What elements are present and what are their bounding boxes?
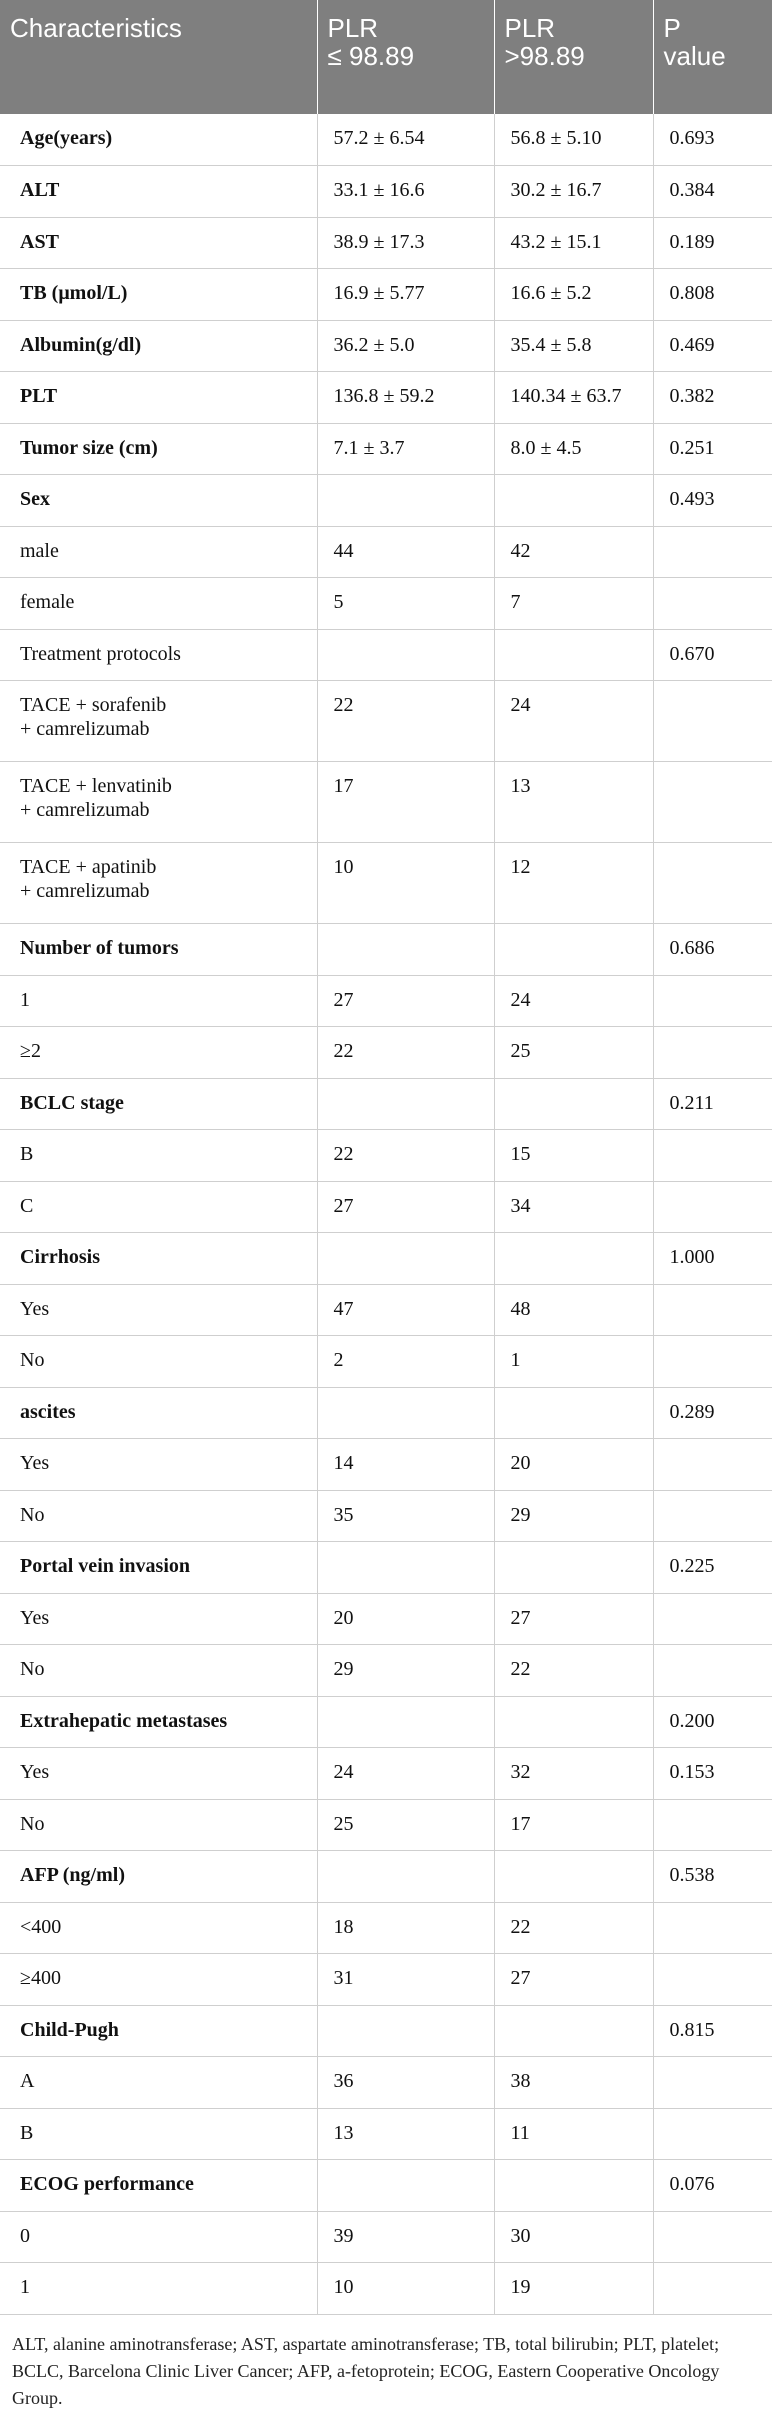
table-row: [0, 1490, 772, 1542]
p-value-cell: 0.382: [653, 372, 772, 424]
characteristic-cell: No: [0, 1336, 317, 1388]
plr-high-cell: 43.2 ± 15.1: [494, 217, 653, 269]
p-value-cell: [653, 1593, 772, 1645]
characteristic-cell: BCLC stage: [0, 1078, 317, 1130]
p-value-cell: 0.211: [653, 1078, 772, 1130]
p-value-cell: [653, 1799, 772, 1851]
characteristic-cell: C: [0, 1181, 317, 1233]
characteristic-cell: female: [0, 578, 317, 630]
characteristic-cell: TACE + apatinib + camrelizumab: [0, 843, 317, 924]
plr-low-cell: 7.1 ± 3.7: [317, 423, 494, 475]
plr-low-cell: 47: [317, 1284, 494, 1336]
characteristic-cell: <400: [0, 1902, 317, 1954]
p-value-cell: [653, 1645, 772, 1697]
characteristic-cell: No: [0, 1799, 317, 1851]
characteristic-cell: TACE + sorafenib + camrelizumab: [0, 681, 317, 762]
p-value-cell: [653, 526, 772, 578]
table-row: [0, 1696, 772, 1748]
characteristic-cell: ascites: [0, 1387, 317, 1439]
plr-low-cell: 14: [317, 1439, 494, 1491]
table-row: [0, 1387, 772, 1439]
table-row: [0, 320, 772, 372]
p-value-cell: 1.000: [653, 1233, 772, 1285]
plr-low-cell: 136.8 ± 59.2: [317, 372, 494, 424]
plr-low-cell: 36: [317, 2057, 494, 2109]
plr-high-cell: 15: [494, 1130, 653, 1182]
table-row: [0, 114, 772, 166]
plr-high-cell: 25: [494, 1027, 653, 1079]
table-row: [0, 1233, 772, 1285]
plr-low-cell: 10: [317, 843, 494, 924]
plr-high-cell: 32: [494, 1748, 653, 1800]
p-value-cell: [653, 1181, 772, 1233]
plr-low-cell: 39: [317, 2211, 494, 2263]
plr-high-cell: [494, 1696, 653, 1748]
p-value-cell: [653, 1490, 772, 1542]
characteristic-cell: Yes: [0, 1593, 317, 1645]
p-value-cell: 0.289: [653, 1387, 772, 1439]
table-row: [0, 1181, 772, 1233]
table-row: [0, 762, 772, 843]
characteristic-cell: 0: [0, 2211, 317, 2263]
p-value-cell: [653, 2211, 772, 2263]
plr-high-cell: 22: [494, 1645, 653, 1697]
p-value-cell: [653, 1336, 772, 1388]
plr-high-cell: 8.0 ± 4.5: [494, 423, 653, 475]
characteristic-cell: Albumin(g/dl): [0, 320, 317, 372]
table-row: [0, 1748, 772, 1800]
plr-high-cell: 42: [494, 526, 653, 578]
table-row: [0, 1593, 772, 1645]
characteristic-cell: No: [0, 1490, 317, 1542]
plr-low-cell: 16.9 ± 5.77: [317, 269, 494, 321]
p-value-cell: 0.153: [653, 1748, 772, 1800]
plr-high-cell: 56.8 ± 5.10: [494, 114, 653, 166]
table-row: [0, 1439, 772, 1491]
plr-low-cell: [317, 924, 494, 976]
plr-high-cell: [494, 1078, 653, 1130]
characteristic-cell: Tumor size (cm): [0, 423, 317, 475]
characteristic-cell: ≥2: [0, 1027, 317, 1079]
characteristic-cell: Portal vein invasion: [0, 1542, 317, 1594]
table-row: [0, 1851, 772, 1903]
plr-high-cell: 27: [494, 1593, 653, 1645]
characteristic-cell: Age(years): [0, 114, 317, 166]
plr-low-cell: [317, 475, 494, 527]
plr-high-cell: 140.34 ± 63.7: [494, 372, 653, 424]
table-row: [0, 681, 772, 762]
table-row: [0, 578, 772, 630]
plr-high-cell: [494, 1851, 653, 1903]
p-value-cell: [653, 681, 772, 762]
plr-low-cell: 27: [317, 975, 494, 1027]
p-value-cell: [653, 1902, 772, 1954]
table-row: [0, 2005, 772, 2057]
plr-low-cell: [317, 1542, 494, 1594]
p-value-cell: 0.469: [653, 320, 772, 372]
table-row: [0, 2160, 772, 2212]
plr-high-cell: 48: [494, 1284, 653, 1336]
plr-low-cell: 31: [317, 1954, 494, 2006]
characteristic-cell: Number of tumors: [0, 924, 317, 976]
plr-low-cell: 5: [317, 578, 494, 630]
table-row: [0, 372, 772, 424]
characteristic-cell: Treatment protocols: [0, 629, 317, 681]
plr-low-cell: [317, 2160, 494, 2212]
characteristic-cell: TB (μmol/L): [0, 269, 317, 321]
table-row: [0, 2108, 772, 2160]
characteristic-cell: ALT: [0, 166, 317, 218]
plr-low-cell: 29: [317, 1645, 494, 1697]
plr-low-cell: [317, 1387, 494, 1439]
table-footnote: ALT, alanine aminotransferase; AST, aspartate aminotransferase; TB, total bilirubin; PLT, platelet; BCLC, Barcelona Clinic Liver Cancer; AFP, a-fetoprotein; ECOG, Eastern Cooperative Oncology Group.: [12, 2333, 720, 2408]
characteristic-cell: Child-Pugh: [0, 2005, 317, 2057]
characteristic-cell: Extrahepatic metastases: [0, 1696, 317, 1748]
characteristic-cell: Yes: [0, 1439, 317, 1491]
plr-low-cell: 18: [317, 1902, 494, 1954]
plr-high-cell: [494, 1387, 653, 1439]
plr-high-cell: 12: [494, 843, 653, 924]
plr-high-cell: [494, 1542, 653, 1594]
plr-low-cell: 10: [317, 2263, 494, 2315]
characteristic-cell: 1: [0, 975, 317, 1027]
characteristic-cell: Yes: [0, 1748, 317, 1800]
plr-high-cell: 38: [494, 2057, 653, 2109]
p-value-cell: [653, 2263, 772, 2315]
characteristic-cell: 1: [0, 2263, 317, 2315]
plr-high-cell: [494, 2005, 653, 2057]
characteristic-cell: B: [0, 1130, 317, 1182]
p-value-cell: [653, 2108, 772, 2160]
p-value-cell: [653, 578, 772, 630]
table-row: [0, 1645, 772, 1697]
table-row: [0, 1130, 772, 1182]
table-header: [0, 0, 772, 114]
table-row: [0, 843, 772, 924]
characteristic-cell: B: [0, 2108, 317, 2160]
p-value-cell: 0.225: [653, 1542, 772, 1594]
p-value-cell: [653, 1130, 772, 1182]
p-value-cell: 0.815: [653, 2005, 772, 2057]
table-row: [0, 1954, 772, 2006]
plr-high-cell: 20: [494, 1439, 653, 1491]
table-row: [0, 1902, 772, 1954]
p-value-cell: [653, 1027, 772, 1079]
table-row: [0, 269, 772, 321]
plr-low-cell: 2: [317, 1336, 494, 1388]
characteristic-cell: AFP (ng/ml): [0, 1851, 317, 1903]
plr-high-cell: 24: [494, 681, 653, 762]
plr-high-cell: [494, 1233, 653, 1285]
plr-low-cell: [317, 1696, 494, 1748]
plr-low-cell: 24: [317, 1748, 494, 1800]
p-value-cell: 0.670: [653, 629, 772, 681]
table-row: [0, 1336, 772, 1388]
plr-low-cell: [317, 2005, 494, 2057]
plr-high-cell: 30.2 ± 16.7: [494, 166, 653, 218]
plr-high-cell: [494, 2160, 653, 2212]
plr-low-cell: [317, 1233, 494, 1285]
p-value-cell: [653, 1284, 772, 1336]
plr-high-cell: 1: [494, 1336, 653, 1388]
plr-high-cell: 17: [494, 1799, 653, 1851]
plr-high-cell: 34: [494, 1181, 653, 1233]
table-row: [0, 1027, 772, 1079]
plr-high-cell: 24: [494, 975, 653, 1027]
plr-high-cell: [494, 924, 653, 976]
header-row: [0, 0, 772, 114]
plr-high-cell: 27: [494, 1954, 653, 2006]
plr-low-cell: 22: [317, 1027, 494, 1079]
plr-high-cell: [494, 475, 653, 527]
p-value-cell: 0.686: [653, 924, 772, 976]
table-row: [0, 1078, 772, 1130]
characteristic-cell: Sex: [0, 475, 317, 527]
plr-high-cell: [494, 629, 653, 681]
p-value-cell: 0.808: [653, 269, 772, 321]
plr-high-cell: 19: [494, 2263, 653, 2315]
header-p-value: P value: [663, 13, 726, 71]
p-value-cell: 0.076: [653, 2160, 772, 2212]
characteristic-cell: AST: [0, 217, 317, 269]
p-value-cell: [653, 762, 772, 843]
table-row: [0, 217, 772, 269]
plr-low-cell: 20: [317, 1593, 494, 1645]
characteristic-cell: TACE + lenvatinib + camrelizumab: [0, 762, 317, 843]
table-row: [0, 1542, 772, 1594]
table-row: [0, 2057, 772, 2109]
p-value-cell: 0.251: [653, 423, 772, 475]
table-row: [0, 526, 772, 578]
plr-low-cell: [317, 1851, 494, 1903]
characteristic-cell: A: [0, 2057, 317, 2109]
p-value-cell: 0.693: [653, 114, 772, 166]
plr-low-cell: 57.2 ± 6.54: [317, 114, 494, 166]
header-characteristics: Characteristics: [0, 0, 317, 114]
p-value-cell: [653, 1954, 772, 2006]
plr-high-cell: 35.4 ± 5.8: [494, 320, 653, 372]
plr-low-cell: 33.1 ± 16.6: [317, 166, 494, 218]
plr-high-cell: 7: [494, 578, 653, 630]
p-value-cell: [653, 975, 772, 1027]
p-value-cell: 0.189: [653, 217, 772, 269]
header-plr-low: PLR ≤ 98.89: [317, 0, 494, 114]
characteristic-cell: ECOG performance: [0, 2160, 317, 2212]
table-row: [0, 475, 772, 527]
table-row: [0, 1799, 772, 1851]
plr-high-cell: 22: [494, 1902, 653, 1954]
characteristic-cell: Cirrhosis: [0, 1233, 317, 1285]
characteristic-cell: ≥400: [0, 1954, 317, 2006]
plr-low-cell: 27: [317, 1181, 494, 1233]
p-value-cell: 0.200: [653, 1696, 772, 1748]
table-row: [0, 2263, 772, 2315]
plr-low-cell: [317, 629, 494, 681]
characteristic-cell: No: [0, 1645, 317, 1697]
plr-low-cell: 22: [317, 681, 494, 762]
plr-high-cell: 13: [494, 762, 653, 843]
table-row: [0, 166, 772, 218]
plr-low-cell: 35: [317, 1490, 494, 1542]
p-value-cell: [653, 2057, 772, 2109]
table-body: [0, 114, 772, 2314]
plr-low-cell: 36.2 ± 5.0: [317, 320, 494, 372]
characteristic-cell: male: [0, 526, 317, 578]
p-value-cell: 0.493: [653, 475, 772, 527]
table-row: [0, 975, 772, 1027]
plr-high-cell: 30: [494, 2211, 653, 2263]
plr-high-cell: 29: [494, 1490, 653, 1542]
plr-low-cell: 38.9 ± 17.3: [317, 217, 494, 269]
table-row: [0, 1284, 772, 1336]
p-value-cell: 0.538: [653, 1851, 772, 1903]
table-row: [0, 2211, 772, 2263]
plr-low-cell: [317, 1078, 494, 1130]
p-value-cell: 0.384: [653, 166, 772, 218]
table-row: [0, 629, 772, 681]
characteristic-cell: Yes: [0, 1284, 317, 1336]
plr-high-cell: 11: [494, 2108, 653, 2160]
characteristic-cell: PLT: [0, 372, 317, 424]
plr-low-cell: 22: [317, 1130, 494, 1182]
plr-high-cell: 16.6 ± 5.2: [494, 269, 653, 321]
table-row: [0, 423, 772, 475]
table-row: [0, 924, 772, 976]
p-value-cell: [653, 843, 772, 924]
header-plr-high: PLR >98.89: [494, 0, 653, 114]
plr-low-cell: 17: [317, 762, 494, 843]
p-value-cell: [653, 1439, 772, 1491]
plr-low-cell: 25: [317, 1799, 494, 1851]
plr-low-cell: 44: [317, 526, 494, 578]
plr-low-cell: 13: [317, 2108, 494, 2160]
